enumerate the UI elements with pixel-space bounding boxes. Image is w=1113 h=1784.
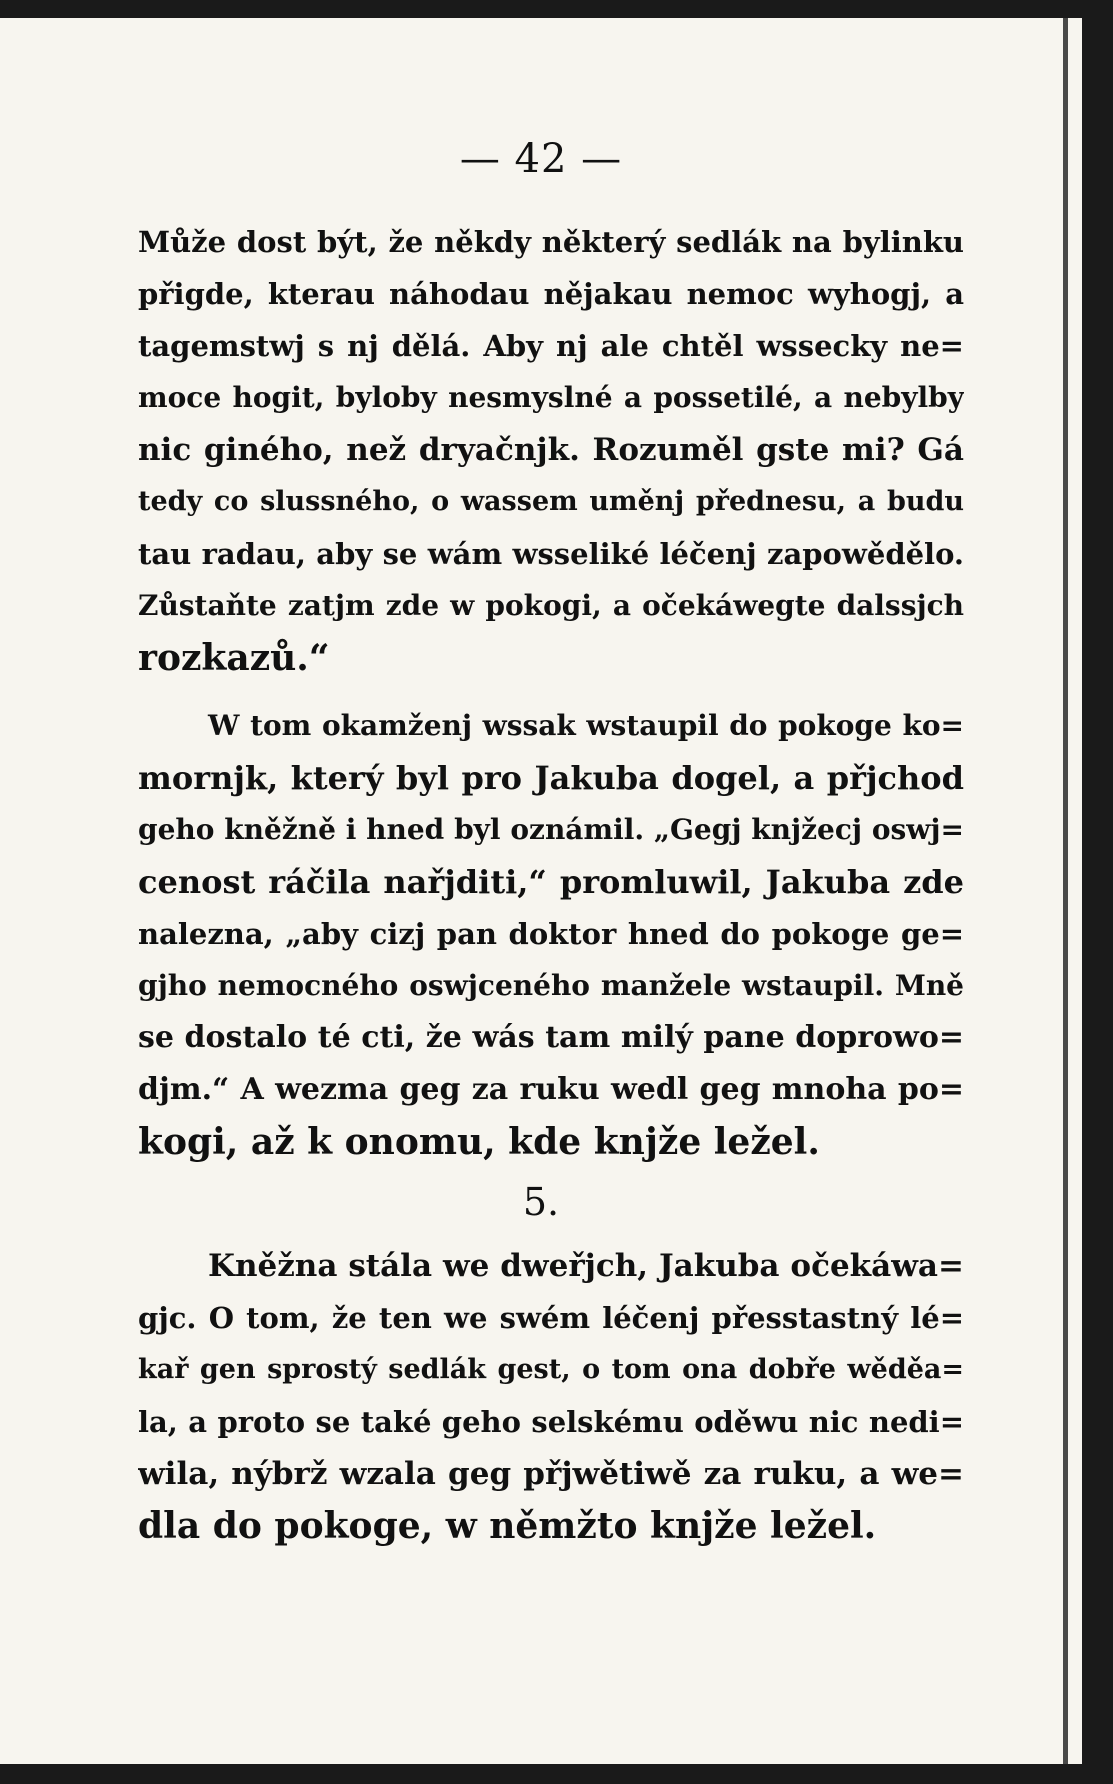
text-line: djm.“ A wezma geg za ruku wedl geg mnoha po=: [138, 1072, 964, 1107]
text-line: gjc. O tom, že ten we swém léčenj přesstastný lé=: [138, 1301, 964, 1335]
text-line: Kněžna stála we dweřjch, Jakuba očekáwa=: [208, 1248, 964, 1284]
text-line: nic giného, než dryačnjk. Rozuměl gste mi? Gá: [138, 432, 964, 468]
text-line: dla do pokoge, w němžto knjže ležel.: [138, 1505, 877, 1547]
text-line: Zůstaňte zatjm zde w pokogi, a očekáwegte dalssjch: [138, 589, 964, 622]
book-page: [0, 18, 1082, 1764]
text-line: la, a proto se také geho selskému oděwu nic nedi=: [138, 1405, 964, 1439]
text-line: moce hogit, byloby nesmyslné a possetilé, a nebylby: [138, 381, 964, 414]
text-line: cenost ráčila nařjditi,“ promluwil, Jakuba zde: [138, 863, 964, 901]
text-line: wila, nýbrž wzala geg přjwětiwě za ruku, a we=: [138, 1456, 964, 1492]
text-line: tau radau, aby se wám wsseliké léčenj zapowědělo.: [138, 537, 964, 571]
text-line: kogi, až k onomu, kde knjže ležel.: [138, 1121, 820, 1163]
paragraph-2: [138, 700, 964, 1168]
text-line: přigde, kterau náhodau nějakau nemoc wyhogj, a: [138, 277, 964, 311]
page-number: — 42 —: [459, 136, 623, 182]
paragraph-3: [138, 1240, 964, 1552]
text-line: kař gen sprostý sedlák gest, o tom ona dobře wěděa=: [138, 1354, 964, 1385]
text-line: nalezna, „aby cizj pan doktor hned do pokoge ge=: [138, 917, 964, 951]
page-edge-shadow: [1063, 18, 1068, 1764]
section-number: 5.: [522, 1180, 560, 1224]
text-line: tedy co slussného, o wassem uměnj přednesu, a budu: [138, 486, 964, 517]
text-line: mornjk, který byl pro Jakuba dogel, a přjchod: [138, 759, 964, 797]
text-line: se dostalo té cti, že wás tam milý pane doprowo=: [138, 1020, 964, 1055]
text-line: rozkazů.“: [138, 637, 330, 679]
text-line: W tom okamženj wssak wstaupil do pokoge ko=: [208, 709, 964, 742]
text-line: geho kněžně i hned byl oznámil. „Gegj knjžecj oswj=: [138, 813, 964, 846]
text-line: tagemstwj s nj dělá. Aby nj ale chtěl wssecky ne=: [138, 329, 964, 363]
paragraph-1: [138, 216, 964, 684]
text-line: gjho nemocného oswjceného manžele wstaupil. Mně: [138, 969, 964, 1002]
text-line: Může dost být, že někdy některý sedlák na bylinku: [138, 225, 964, 259]
